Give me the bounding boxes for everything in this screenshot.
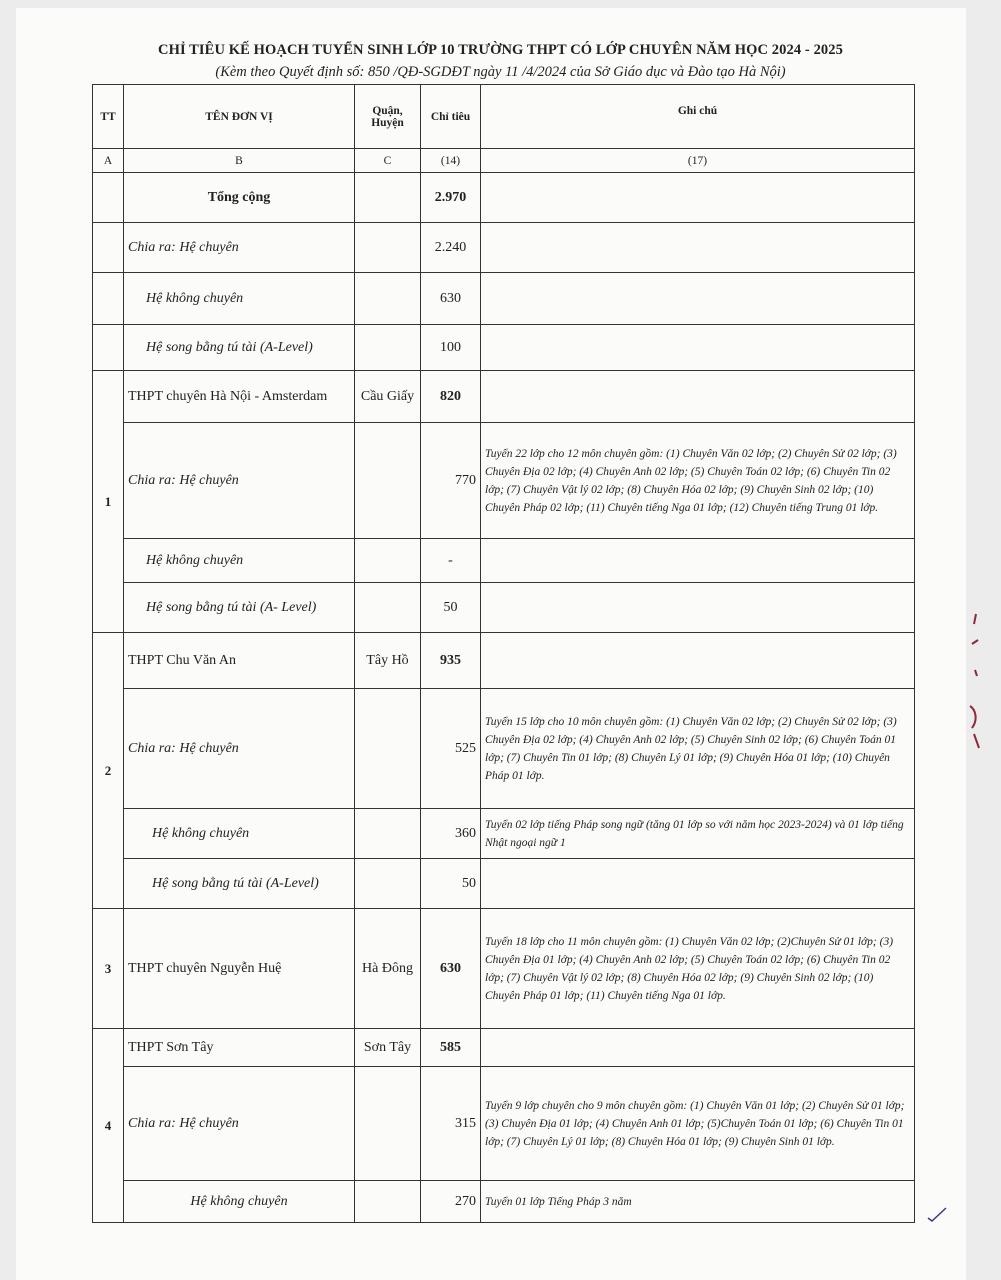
school-district: Hà Đông (355, 909, 421, 1029)
school-total: 585 (421, 1029, 481, 1067)
khong-value: - (421, 539, 481, 583)
chuyen-label: Chia ra: Hệ chuyên (124, 1067, 355, 1181)
table-row (93, 689, 915, 809)
chuyen-note: Tuyển 22 lớp cho 12 môn chuyên gồm: (1) Chuyên Văn 02 lớp; (2) Chuyên Sử 02 lớp; (3) Chuyên Địa 02 lớp; (4) Chuyên Anh 02 lớp; (5) Chuyên Toán 02 lớp; (6) Chuyên Tin 02 lớp; (7) Chuyên Vật lý 02 lớp; (8) Chuyên Hóa 02 lớp; (9) Chuyên Sinh 02 lớp; (10) Chuyên Pháp 02 lớp; (11) Chuyên tiếng Nga 01 lớp; (12) Chuyên tiếng Trung 01 lớp. (481, 423, 915, 539)
summary-chuyen-value: 2.240 (421, 223, 481, 273)
quota-table (92, 84, 915, 1223)
chuyen-label: Chia ra: Hệ chuyên (124, 689, 355, 809)
school-district: Sơn Tây (355, 1029, 421, 1067)
school-total: 935 (421, 633, 481, 689)
table-row (93, 173, 915, 223)
subheader-quota: (14) (421, 149, 481, 173)
subheader-note: (17) (481, 149, 915, 173)
chuyen-note: Tuyển 9 lớp chuyên cho 9 môn chuyên gồm: (1) Chuyên Văn 01 lớp; (2) Chuyên Sử 01 lớp; (3) Chuyên Địa 01 lớp; (4) Chuyên Anh 01 lớp; (5)Chuyên Toán 01 lớp; (6) Chuyên Tin 01 lớp; (7) Chuyên Lý 01 lớp; (8) Chuyên Hóa 01 lớp; (9) Chuyên Sinh 01 lớp. (481, 1067, 915, 1181)
chuyen-label: Chia ra: Hệ chuyên (124, 423, 355, 539)
school-total: 820 (421, 371, 481, 423)
subheader-unit: B (124, 149, 355, 173)
school-note: Tuyển 18 lớp cho 11 môn chuyên gồm: (1) Chuyên Văn 02 lớp; (2)Chuyên Sử 01 lớp; (3) Chuyên Địa 01 lớp; (4) Chuyên Anh 02 lớp; (5) Chuyên Toán 02 lớp; (6) Chuyên Tin 02 lớp; (7) Chuyên Vật lý 02 lớp; (8) Chuyên Hóa 02 lớp; (9) Chuyên Sinh 02 lớp; (10) Chuyên Pháp 01 lớp; (11) Chuyên tiếng Nga 01 lớp. (481, 909, 915, 1029)
table-row (93, 1029, 915, 1067)
khong-label: Hệ không chuyên (124, 539, 355, 583)
summary-chuyen-label: Chia ra: Hệ chuyên (124, 223, 355, 273)
chuyen-note: Tuyển 15 lớp cho 10 môn chuyên gồm: (1) Chuyên Văn 02 lớp; (2) Chuyên Sử 02 lớp; (3) Chuyên Địa 02 lớp; (4) Chuyên Anh 02 lớp; (5) Chuyên Sinh 02 lớp; (6) Chuyên Toán 01 lớp; (7) Chuyên Tin 01 lớp; (8) Chuyên Lý 01 lớp; (9) Chuyên Hóa 01 lớp; (10) Chuyên Pháp 01 lớp. (481, 689, 915, 809)
school-number: 4 (93, 1029, 124, 1223)
table-row (93, 859, 915, 909)
document-title: CHỈ TIÊU KẾ HOẠCH TUYỂN SINH LỚP 10 TRƯỜNG THPT CÓ LỚP CHUYÊN NĂM HỌC 2024 - 2025 (158, 42, 843, 58)
table-row (93, 371, 915, 423)
school-name: THPT Sơn Tây (124, 1029, 355, 1067)
school-total: 630 (421, 909, 481, 1029)
header-unit: TÊN ĐƠN VỊ (124, 85, 355, 149)
school-name: THPT chuyên Nguyễn Huệ (124, 909, 355, 1029)
khong-note: Tuyển 01 lớp Tiếng Pháp 3 năm (481, 1181, 915, 1223)
khong-value: 360 (421, 809, 481, 859)
summary-khong-label: Hệ không chuyên (124, 273, 355, 325)
alevel-value: 50 (421, 583, 481, 633)
header-tt: TT (93, 85, 124, 149)
summary-alevel-value: 100 (421, 325, 481, 371)
school-name: THPT chuyên Hà Nội - Amsterdam (124, 371, 355, 423)
alevel-label: Hệ song bằng tú tài (A- Level) (124, 583, 355, 633)
header-row (93, 85, 915, 149)
table-row (93, 1067, 915, 1181)
khong-note: Tuyển 02 lớp tiếng Pháp song ngữ (tăng 01 lớp so với năm học 2023-2024) và 01 lớp tiếng Nhật ngoại ngữ 1 (481, 809, 915, 859)
table-row (93, 583, 915, 633)
alevel-value: 50 (421, 859, 481, 909)
subheader-district: C (355, 149, 421, 173)
subheader-tt: A (93, 149, 124, 173)
summary-khong-value: 630 (421, 273, 481, 325)
table-row (93, 809, 915, 859)
header-quota: Chỉ tiêu (421, 85, 481, 149)
table-row (93, 909, 915, 1029)
chuyen-value: 525 (421, 689, 481, 809)
header-district: Quận, Huyện (355, 85, 421, 149)
school-number: 2 (93, 633, 124, 909)
table-row (93, 223, 915, 273)
table-row (93, 325, 915, 371)
school-number: 3 (93, 909, 124, 1029)
total-label: Tổng cộng (124, 173, 355, 223)
chuyen-value: 770 (421, 423, 481, 539)
subheader-row (93, 149, 915, 173)
chuyen-value: 315 (421, 1067, 481, 1181)
table-row (93, 633, 915, 689)
school-name: THPT Chu Văn An (124, 633, 355, 689)
khong-value: 270 (421, 1181, 481, 1223)
table-row (93, 423, 915, 539)
school-district: Tây Hồ (355, 633, 421, 689)
table-row (93, 273, 915, 325)
table-row (93, 1181, 915, 1223)
khong-label: Hệ không chuyên (124, 809, 355, 859)
khong-label: Hệ không chuyên (124, 1181, 355, 1223)
pen-tick-mark (926, 1206, 948, 1222)
total-value: 2.970 (421, 173, 481, 223)
school-district: Cầu Giấy (355, 371, 421, 423)
margin-handwritten-mark (964, 610, 984, 750)
header-note: Ghi chú (481, 85, 915, 149)
alevel-label: Hệ song bằng tú tài (A-Level) (124, 859, 355, 909)
table-row (93, 539, 915, 583)
document-subtitle: (Kèm theo Quyết định số: 850 /QĐ-SGDĐT ngày 11 /4/2024 của Sở Giáo dục và Đào tạo Hà Nội) (215, 64, 786, 80)
summary-alevel-label: Hệ song bằng tú tài (A-Level) (124, 325, 355, 371)
school-number: 1 (93, 371, 124, 633)
